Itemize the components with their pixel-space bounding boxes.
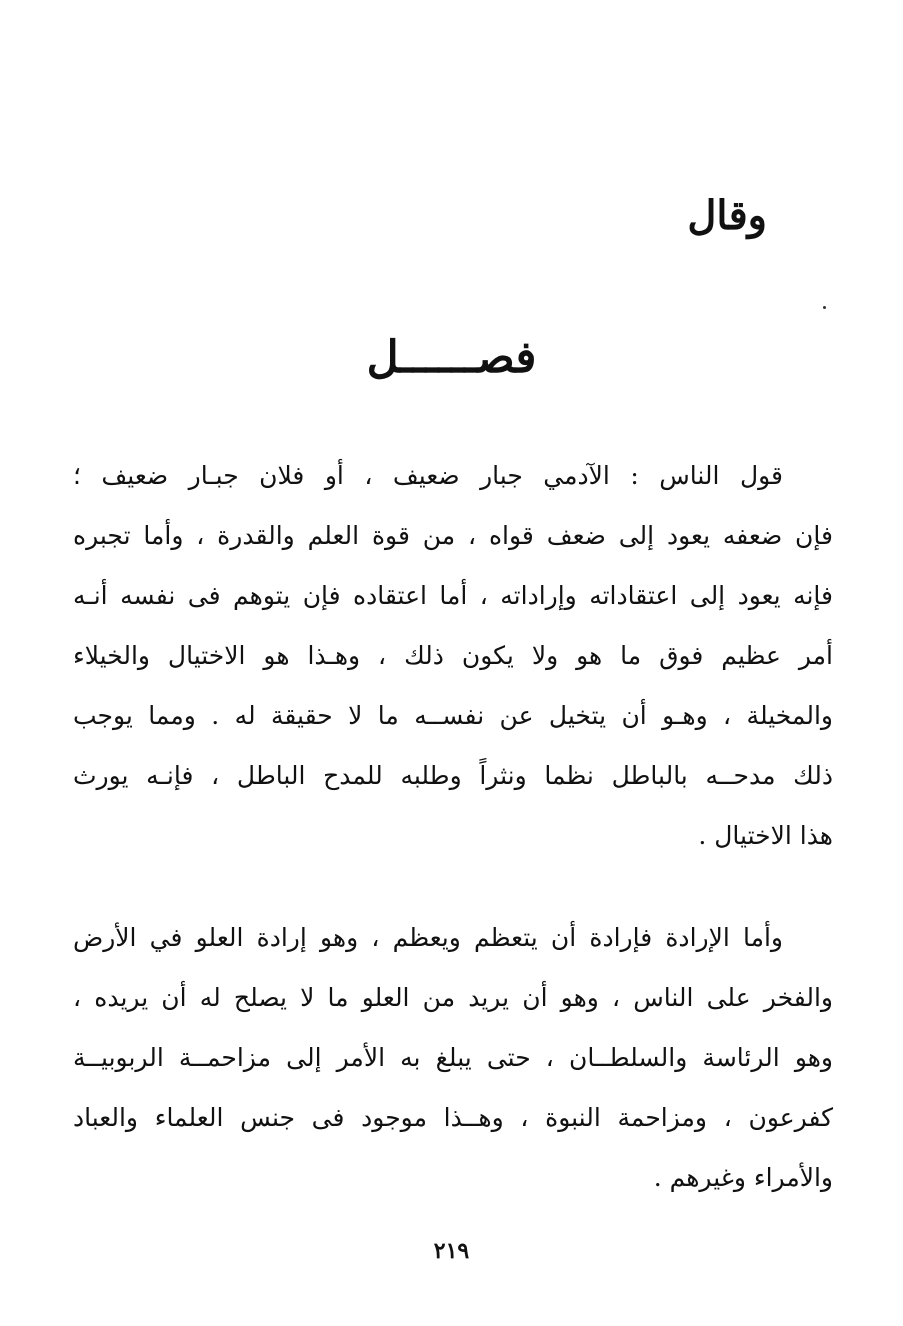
paragraph-line: والفخر على الناس ، وهو أن يريد من العلو ما لا يصلح له أن يريده ، xyxy=(73,983,833,1012)
paragraph-line: وهو الرئاسة والسلطــان ، حتى يبلغ به الأمر إلى مزاحمــة الربوبيــة xyxy=(73,1043,833,1072)
paragraph-line: ذلك مدحــه بالباطل نظما ونثراً وطلبه للمدح الباطل ، فإنـه يورث xyxy=(73,761,833,790)
paragraph-line: والأمراء وغيرهم . xyxy=(653,1163,833,1192)
scan-speck xyxy=(823,306,826,309)
page-number: ٢١٩ xyxy=(433,1238,470,1264)
paragraph-line: أمر عظيم فوق ما هو ولا يكون ذلك ، وهـذا هو الاختيال والخيلاء xyxy=(73,641,833,670)
paragraph-line: فإن ضعفه يعود إلى ضعف قواه ، من قوة العلم والقدرة ، وأما تجبره xyxy=(73,521,833,550)
paragraph-line: كفرعون ، ومزاحمة النبوة ، وهــذا موجود فى جنس العلماء والعباد xyxy=(73,1103,833,1132)
paragraph-line: قول الناس : الآدمي جبار ضعيف ، أو فلان جبـار ضعيف ؛ xyxy=(73,461,783,490)
section-heading: فصــــــل xyxy=(366,332,537,383)
paragraph-line: والمخيلة ، وهـو أن يتخيل عن نفســه ما لا حقيقة له . ومما يوجب xyxy=(73,701,833,730)
paragraph-2 xyxy=(73,908,833,1208)
speaker-heading: وقال xyxy=(687,192,767,239)
paragraph-line: وأما الإرادة فإرادة أن يتعظم ويعظم ، وهو إرادة العلو في الأرض xyxy=(73,923,783,952)
paragraph-1 xyxy=(73,446,833,866)
paragraph-line: هذا الاختيال . xyxy=(698,821,833,850)
paragraph-line: فإنه يعود إلى اعتقاداته وإراداته ، أما اعتقاده فإن يتوهم فى نفسه أنـه xyxy=(73,581,833,610)
